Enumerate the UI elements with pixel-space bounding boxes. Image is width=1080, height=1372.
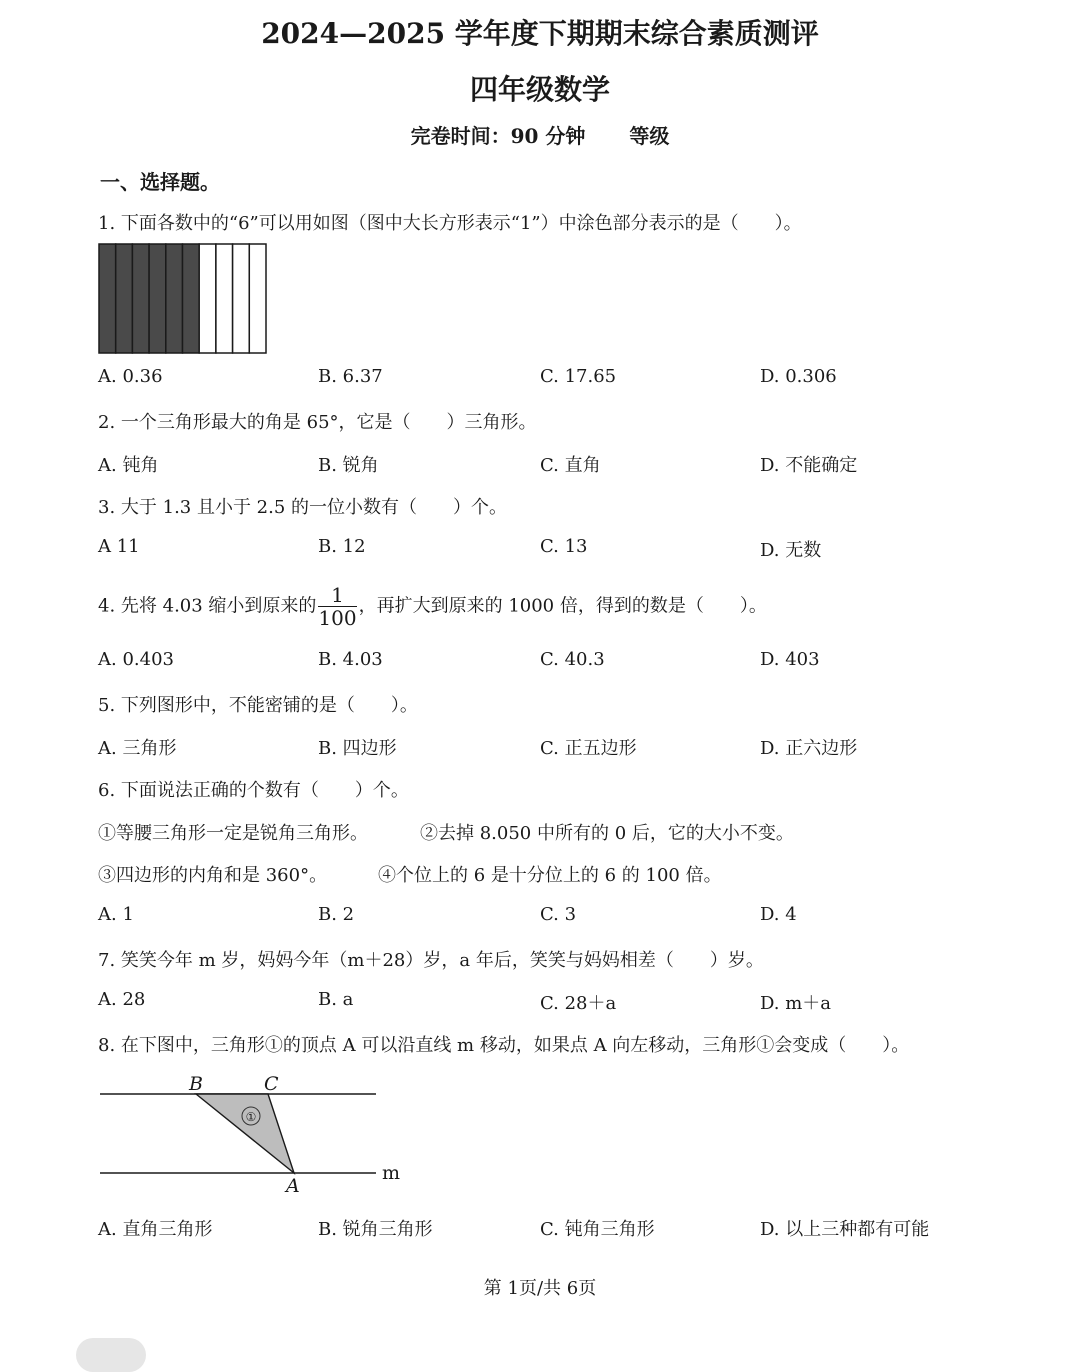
shaded-strip: [183, 244, 200, 353]
q4-option-b: B. 4.03: [318, 649, 383, 670]
label-c: C: [264, 1073, 279, 1095]
q7-option-d: D. m＋a: [760, 993, 832, 1014]
q5-option-d: D. 正六边形: [760, 738, 858, 759]
page-footer: 第 1页/共 6页: [483, 1278, 597, 1299]
figure-triangle: [96, 1068, 406, 1200]
question-4: [98, 584, 767, 629]
statement-2: ②去掉 8.050 中所有的 0 后，它的大小不变。: [420, 823, 794, 844]
q2-option-d: D. 不能确定: [760, 455, 858, 476]
label-a: A: [286, 1175, 300, 1197]
label-b: B: [189, 1073, 203, 1095]
label-m: m: [382, 1162, 401, 1184]
q7-option-b: B. a: [318, 989, 354, 1010]
question-5: 5. 下列图形中，不能密铺的是（ ）。: [98, 695, 418, 716]
q6-option-c: C. 3: [540, 904, 577, 925]
q8-option-a: A. 直角三角形: [98, 1219, 213, 1240]
q1-option-a: A. 0.36: [98, 366, 163, 387]
triangle-number: ①: [245, 1110, 257, 1124]
q6-option-a: A. 1: [98, 904, 134, 925]
question-6: 6. 下面说法正确的个数有（ ）个。: [98, 780, 409, 801]
q7-option-a: A. 28: [98, 989, 146, 1010]
question-7: 7. 笑笑今年 m 岁，妈妈今年（m＋28）岁，a 年后，笑笑与妈妈相差（ ）岁。: [98, 950, 764, 971]
q7-option-c: C. 28＋a: [540, 993, 617, 1014]
question-3: 3. 大于 1.3 且小于 2.5 的一位小数有（ ）个。: [98, 497, 508, 518]
q8-option-c: C. 钝角三角形: [540, 1219, 655, 1240]
question-8: 8. 在下图中，三角形①的顶点 A 可以沿直线 m 移动，如果点 A 向左移动，三角形①会变成（ ）。: [98, 1035, 910, 1056]
q2-option-c: C. 直角: [540, 455, 601, 476]
shaded-strip: [99, 244, 116, 353]
shaded-strip: [132, 244, 149, 353]
blank-strip: [199, 244, 216, 353]
fraction: [318, 584, 356, 629]
q4-option-c: C. 40.3: [540, 649, 605, 670]
q4-option-d: D. 403: [760, 649, 820, 670]
q3-option-c: C. 13: [540, 536, 588, 557]
exam-title: 2024—2025 学年度下期期末综合素质测评: [261, 17, 819, 50]
section-title: 一、选择题。: [100, 170, 220, 194]
blank-strip: [233, 244, 250, 353]
q5-option-c: C. 正五边形: [540, 738, 637, 759]
page-indicator[interactable]: [76, 1338, 146, 1372]
q1-option-c: C. 17.65: [540, 366, 617, 387]
q1-option-b: B. 6.37: [318, 366, 383, 387]
figure-strips: [98, 243, 268, 355]
q8-option-d: D. 以上三种都有可能: [760, 1219, 930, 1240]
statement-4: ④个位上的 6 是十分位上的 6 的 100 倍。: [378, 865, 722, 886]
blank-strip: [216, 244, 233, 353]
question-1: 1. 下面各数中的“6”可以用如图（图中大长方形表示“1”）中涂色部分表示的是（ ）。: [98, 213, 802, 234]
shaded-strip: [116, 244, 133, 353]
q2-option-b: B. 锐角: [318, 455, 379, 476]
q8-option-b: B. 锐角三角形: [318, 1219, 433, 1240]
shaded-strip: [166, 244, 183, 353]
q1-option-d: D. 0.306: [760, 366, 837, 387]
exam-meta: [0, 120, 1080, 149]
fraction-denominator: 100: [318, 606, 357, 630]
q3-option-d: D. 无数: [760, 540, 822, 561]
blank-strip: [249, 244, 266, 353]
statement-3: ③四边形的内角和是 360°。: [98, 865, 328, 886]
q4-option-a: A. 0.403: [98, 649, 174, 670]
exam-subtitle: 四年级数学: [469, 73, 610, 106]
q6-option-d: D. 4: [760, 904, 797, 925]
q4-text-after: ，再扩大到原来的 1000 倍，得到的数是（ ）。: [358, 595, 767, 617]
shaded-strip: [149, 244, 166, 353]
q6-option-b: B. 2: [318, 904, 355, 925]
triangle-1: [196, 1094, 294, 1173]
grade-label: 等级: [629, 124, 670, 148]
q2-option-a: A. 钝角: [98, 455, 159, 476]
question-2: 2. 一个三角形最大的角是 65°，它是（ ）三角形。: [98, 412, 537, 433]
q3-option-b: B. 12: [318, 536, 366, 557]
q4-text-before: 4. 先将 4.03 缩小到原来的: [98, 595, 317, 617]
statement-1: ①等腰三角形一定是锐角三角形。: [98, 823, 368, 844]
q5-option-b: B. 四边形: [318, 738, 397, 759]
fraction-numerator: 1: [318, 584, 356, 607]
q3-option-a: A 11: [98, 536, 140, 557]
time-label: 完卷时间：90 分钟: [410, 124, 586, 148]
q5-option-a: A. 三角形: [98, 738, 177, 759]
